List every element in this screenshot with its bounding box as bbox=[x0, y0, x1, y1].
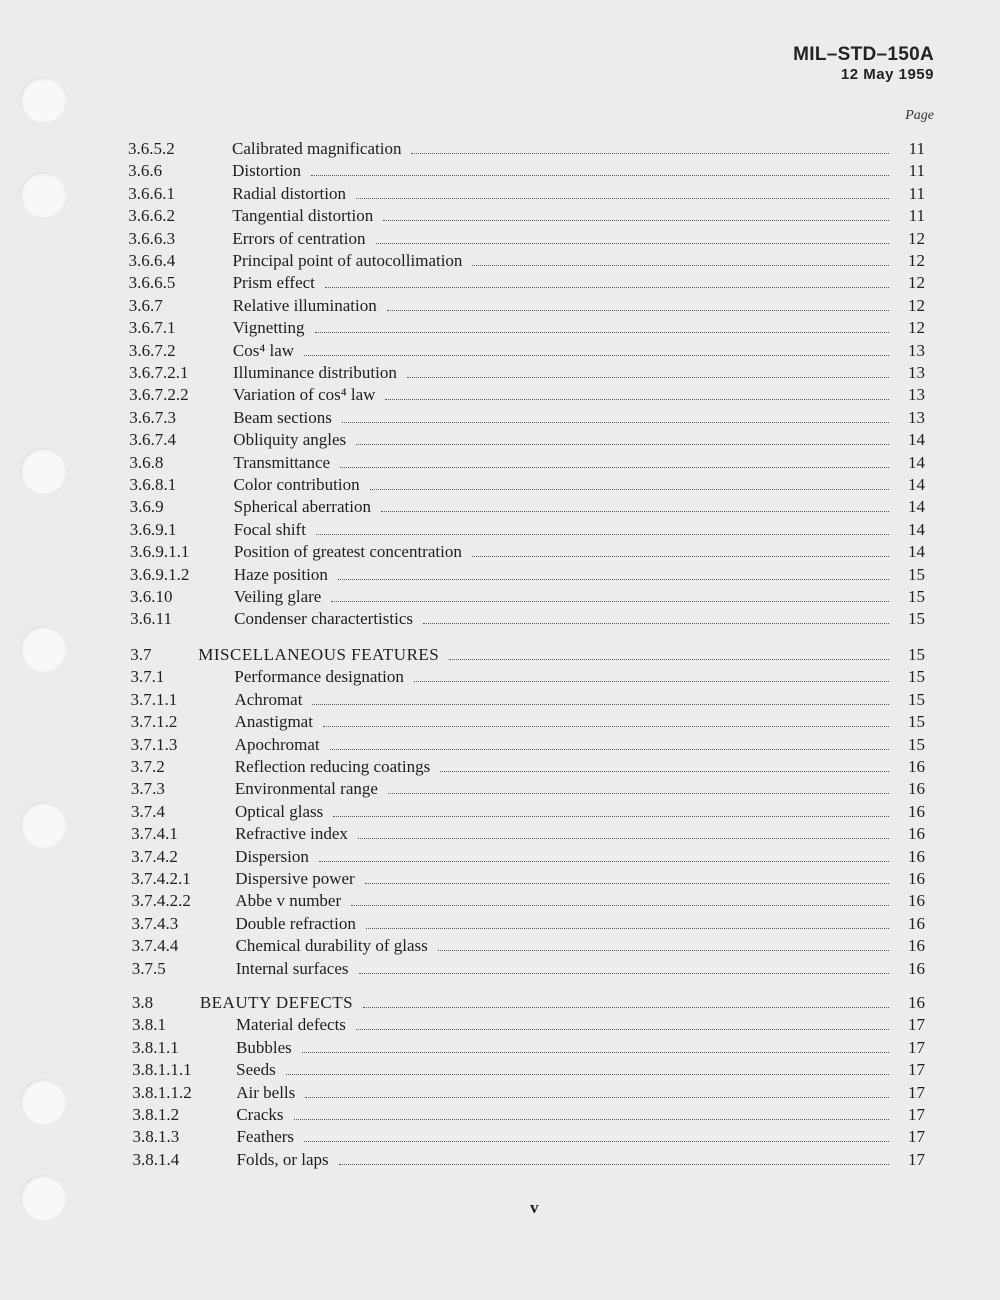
toc-section-number: 3.6.9.1 bbox=[129, 519, 177, 539]
toc-section-number: 3.6.6.4 bbox=[128, 251, 176, 270]
toc-entry bbox=[128, 138, 925, 160]
toc-section-title: Focal shift bbox=[233, 519, 306, 539]
toc-section-title: Illuminance distribution bbox=[233, 363, 397, 382]
toc-section-number: 3.6.7.2 bbox=[128, 340, 176, 360]
toc-page-number: 17 bbox=[907, 1082, 925, 1102]
toc-page-number: 17 bbox=[907, 1037, 925, 1057]
toc-page-number: 17 bbox=[907, 1105, 925, 1124]
dot-leader bbox=[365, 883, 889, 884]
toc-section-number: 3.6.7.2.1 bbox=[129, 363, 189, 382]
toc-section-title: Abbe v number bbox=[235, 891, 342, 911]
dot-leader bbox=[333, 816, 889, 817]
dot-leader bbox=[312, 704, 889, 705]
dot-leader bbox=[388, 793, 889, 794]
toc-page-number: 17 bbox=[907, 1060, 925, 1080]
toc-section-title: Cracks bbox=[236, 1105, 284, 1124]
dot-leader bbox=[385, 399, 889, 400]
toc-entry bbox=[128, 228, 925, 250]
toc-page-number: 12 bbox=[907, 295, 925, 315]
dot-leader bbox=[438, 950, 889, 951]
dot-leader bbox=[316, 534, 889, 535]
toc-section-number: 3.6.6.2 bbox=[128, 206, 176, 226]
dot-leader bbox=[315, 332, 889, 333]
toc-section-number: 3.8.1.1 bbox=[132, 1037, 179, 1057]
toc-entry bbox=[130, 519, 925, 541]
dot-leader bbox=[323, 726, 889, 727]
dot-leader bbox=[330, 749, 889, 750]
toc-entry bbox=[129, 317, 925, 339]
toc-section-number: 3.7.4.2.1 bbox=[131, 869, 191, 888]
toc-page-number: 14 bbox=[907, 519, 925, 539]
toc-section-number: 3.8.1.3 bbox=[132, 1127, 180, 1147]
dot-leader bbox=[356, 198, 889, 199]
toc-entry bbox=[130, 586, 925, 608]
toc-section-title: Folds, or laps bbox=[236, 1149, 329, 1169]
toc-section-title: Spherical aberration bbox=[233, 497, 371, 517]
toc-page-number: 16 bbox=[907, 801, 925, 821]
toc-section-number: 3.6.5.2 bbox=[128, 139, 175, 158]
toc-section-number: 3.7 bbox=[130, 645, 152, 664]
toc-section-number: 3.8.1 bbox=[131, 1015, 166, 1035]
toc-section-number: 3.6.7.2.2 bbox=[129, 385, 189, 405]
toc-entry bbox=[129, 250, 925, 272]
toc-section-number: 3.8.1.1.2 bbox=[132, 1082, 192, 1102]
toc-section-title: Relative illumination bbox=[232, 295, 377, 315]
toc-page-number: 16 bbox=[907, 891, 925, 911]
toc-entry bbox=[131, 846, 925, 868]
toc-section-number: 3.6.7 bbox=[128, 295, 163, 315]
dot-leader bbox=[340, 467, 889, 468]
dot-leader bbox=[342, 422, 889, 423]
toc-section-number: 3.7.4.2 bbox=[131, 846, 178, 866]
toc-entry bbox=[130, 608, 925, 630]
toc-entry bbox=[132, 935, 925, 957]
toc-section-title: Haze position bbox=[233, 564, 328, 584]
toc-section-number: 3.7.4.1 bbox=[131, 824, 178, 844]
toc-section-title: Cos⁴ law bbox=[232, 340, 295, 360]
toc-page-number: 15 bbox=[907, 712, 925, 732]
toc-section-title: Feathers bbox=[236, 1127, 295, 1147]
toc-page-number: 11 bbox=[908, 161, 925, 181]
toc-entry bbox=[131, 734, 925, 756]
toc-section-title: Color contribution bbox=[233, 475, 360, 494]
toc-page-number: 15 bbox=[907, 667, 925, 687]
toc-section-title: Condenser charactertistics bbox=[234, 609, 414, 629]
dot-leader bbox=[370, 489, 889, 490]
toc-entry bbox=[129, 340, 925, 362]
toc-page-number: 16 bbox=[907, 824, 925, 844]
toc-entry bbox=[129, 272, 925, 294]
dot-leader bbox=[383, 220, 889, 221]
dot-leader bbox=[407, 377, 889, 378]
toc-entry bbox=[129, 429, 925, 451]
toc-section-title: Double refraction bbox=[235, 913, 356, 933]
toc-entry bbox=[131, 868, 925, 890]
toc-section-number: 3.7.1.3 bbox=[130, 734, 178, 754]
dot-leader bbox=[339, 1164, 889, 1165]
toc-entry bbox=[131, 890, 925, 912]
toc-page-number: 16 bbox=[907, 779, 925, 799]
toc-section-number: 3.6.7.3 bbox=[129, 407, 176, 427]
toc-section-title: Apochromat bbox=[234, 734, 320, 754]
dot-leader bbox=[358, 838, 889, 839]
toc-entry bbox=[130, 666, 925, 688]
toc-entry bbox=[131, 801, 925, 823]
toc-section-title: Anastigmat bbox=[234, 712, 313, 732]
toc-page-number: 12 bbox=[907, 251, 925, 270]
toc-section-number: 3.6.8 bbox=[129, 452, 164, 472]
toc-section-number: 3.6.6.3 bbox=[128, 228, 176, 248]
toc-entry bbox=[130, 496, 925, 518]
toc-page-number: 12 bbox=[907, 228, 925, 248]
toc-page-number: 14 bbox=[907, 452, 925, 472]
toc-entry bbox=[128, 160, 925, 182]
dot-leader bbox=[411, 153, 889, 154]
toc-section-title: Performance designation bbox=[234, 667, 404, 687]
toc-section-number: 3.6.9.1.2 bbox=[129, 564, 190, 584]
toc-section-number: 3.7.1.2 bbox=[130, 712, 178, 732]
toc-section-number: 3.8 bbox=[131, 993, 154, 1012]
toc-section-number: 3.7.4.3 bbox=[131, 913, 179, 933]
dot-leader bbox=[331, 601, 889, 602]
toc-section-title: Errors of centration bbox=[232, 228, 366, 248]
toc-section-number: 3.6.9 bbox=[129, 497, 164, 517]
dot-leader bbox=[356, 1029, 889, 1030]
toc-page-number: 11 bbox=[908, 206, 925, 226]
toc-page-number: 17 bbox=[907, 1127, 925, 1147]
dot-leader bbox=[304, 1141, 889, 1142]
dot-leader bbox=[325, 287, 889, 288]
toc-page-number: 13 bbox=[907, 385, 925, 405]
toc-entry bbox=[129, 452, 925, 474]
toc-entry bbox=[132, 1014, 925, 1036]
toc-page-number: 15 bbox=[907, 689, 925, 709]
standard-number: MIL–STD–150A bbox=[793, 44, 934, 65]
toc-section-number: 3.7.2 bbox=[130, 757, 165, 776]
toc-section-title: Obliquity angles bbox=[233, 430, 347, 450]
toc-entry bbox=[128, 183, 925, 205]
toc-section-number: 3.7.4.4 bbox=[131, 936, 179, 956]
toc-section-title: Reflection reducing coatings bbox=[234, 757, 431, 776]
toc-section-title: Internal surfaces bbox=[235, 958, 349, 978]
toc-page-number: 13 bbox=[907, 363, 925, 382]
toc-entry bbox=[129, 295, 925, 317]
dot-leader bbox=[304, 355, 889, 356]
toc-entry bbox=[129, 384, 925, 406]
toc-section-title: Refractive index bbox=[235, 824, 348, 844]
page-column-label: Page bbox=[905, 108, 934, 123]
toc-entry bbox=[132, 1082, 925, 1104]
toc-page-number: 15 bbox=[907, 645, 925, 664]
toc-section-title: Air bells bbox=[236, 1082, 296, 1102]
dot-leader bbox=[449, 659, 889, 660]
toc-entry bbox=[131, 711, 925, 733]
toc-section-title: Bubbles bbox=[236, 1037, 292, 1057]
toc-section-number: 3.6.11 bbox=[130, 609, 172, 629]
toc-page-number: 17 bbox=[907, 1015, 925, 1035]
toc-section-number: 3.7.4 bbox=[130, 801, 165, 821]
toc-page-number: 14 bbox=[907, 475, 925, 494]
toc-page-number: 12 bbox=[907, 318, 925, 338]
toc-section-title: Seeds bbox=[236, 1060, 276, 1080]
toc-section-number: 3.6.6 bbox=[128, 161, 163, 181]
dot-leader bbox=[351, 905, 889, 906]
toc-section-title: Achromat bbox=[234, 689, 303, 709]
toc-page-number: 15 bbox=[907, 734, 925, 754]
toc-entry bbox=[132, 992, 925, 1014]
toc-entry bbox=[130, 564, 925, 586]
toc-entry bbox=[132, 958, 925, 980]
dot-leader bbox=[294, 1119, 889, 1120]
dot-leader bbox=[387, 310, 889, 311]
toc-page-number: 16 bbox=[907, 757, 925, 776]
dot-leader bbox=[472, 556, 889, 557]
toc-entry bbox=[133, 1149, 925, 1171]
toc-section-title: Transmittance bbox=[233, 452, 331, 472]
toc-section-title: MISCELLANEOUS FEATURES bbox=[198, 645, 440, 664]
toc-entry bbox=[132, 1037, 925, 1059]
toc-entry bbox=[131, 756, 925, 778]
toc-entry bbox=[131, 823, 925, 845]
toc-section-number: 3.6.7.4 bbox=[129, 430, 177, 450]
toc-section-number: 3.6.7.1 bbox=[128, 318, 176, 338]
toc-section-number: 3.7.1.1 bbox=[130, 689, 178, 709]
toc-entry bbox=[130, 541, 925, 563]
toc-section-number: 3.7.3 bbox=[130, 779, 165, 799]
dot-leader bbox=[302, 1052, 889, 1053]
toc-section-number: 3.7.1 bbox=[130, 667, 165, 687]
toc-section-title: Position of greatest concentration bbox=[233, 542, 462, 562]
dot-leader bbox=[311, 175, 889, 176]
toc-page-number: 14 bbox=[907, 430, 925, 450]
toc-section-number: 3.6.6.5 bbox=[128, 273, 176, 293]
toc-section-number: 3.6.10 bbox=[130, 587, 173, 606]
toc-section-title: Calibrated magnification bbox=[232, 139, 402, 158]
toc-page-number: 16 bbox=[907, 913, 925, 933]
toc-section-number: 3.6.6.1 bbox=[128, 183, 175, 203]
toc-page-number: 11 bbox=[908, 139, 925, 158]
toc-entry bbox=[128, 205, 925, 227]
toc-section-number: 3.8.1.2 bbox=[132, 1105, 180, 1124]
dot-leader bbox=[286, 1074, 889, 1075]
toc-section-number: 3.6.9.1.1 bbox=[129, 542, 190, 562]
dot-leader bbox=[472, 265, 889, 266]
toc-section-title: Environmental range bbox=[234, 779, 378, 799]
toc-section-title: Distortion bbox=[232, 161, 302, 181]
dot-leader bbox=[319, 861, 889, 862]
dot-leader bbox=[423, 623, 889, 624]
toc-page-number: 17 bbox=[907, 1149, 925, 1169]
toc-entry bbox=[132, 1059, 925, 1081]
toc-section-title: Principal point of autocollimation bbox=[232, 251, 463, 270]
toc-page-number: 11 bbox=[908, 183, 925, 203]
page-number-footer: v bbox=[530, 1198, 539, 1217]
toc-section-title: Dispersion bbox=[235, 846, 309, 866]
toc-entry bbox=[129, 362, 925, 384]
toc-entry bbox=[130, 474, 925, 496]
toc-section-title: Dispersive power bbox=[235, 869, 355, 888]
toc-entry bbox=[132, 1126, 925, 1148]
toc-section-title: Veiling glare bbox=[234, 587, 322, 606]
toc-entry bbox=[131, 913, 925, 935]
toc-entry bbox=[130, 689, 925, 711]
toc-entry bbox=[131, 778, 925, 800]
toc-page-number: 16 bbox=[907, 869, 925, 888]
toc-section-title: Material defects bbox=[235, 1015, 346, 1035]
toc-section-title: Beam sections bbox=[233, 407, 332, 427]
toc-page-number: 14 bbox=[907, 542, 925, 562]
toc-section-number: 3.6.8.1 bbox=[129, 475, 177, 494]
toc-section-title: Variation of cos⁴ law bbox=[233, 385, 376, 405]
dot-leader bbox=[359, 973, 889, 974]
toc-section-number: 3.8.1.1.1 bbox=[132, 1060, 192, 1080]
toc-entry bbox=[132, 1104, 925, 1126]
toc-page-number: 13 bbox=[907, 340, 925, 360]
toc-section-title: Vignetting bbox=[232, 318, 305, 338]
toc-section-number: 3.7.5 bbox=[131, 958, 166, 978]
toc-page-number: 16 bbox=[907, 958, 925, 978]
dot-leader bbox=[440, 771, 889, 772]
dot-leader bbox=[305, 1097, 889, 1098]
toc-section-title: Optical glass bbox=[234, 801, 324, 821]
toc-section-title: Chemical durability of glass bbox=[235, 936, 428, 956]
dot-leader bbox=[363, 1007, 889, 1008]
toc-section-number: 3.7.4.2.2 bbox=[131, 891, 191, 911]
toc-page-number: 15 bbox=[907, 587, 925, 606]
toc-section-title: Tangential distortion bbox=[232, 206, 374, 226]
toc-page-number: 14 bbox=[907, 497, 925, 517]
toc-page-number: 13 bbox=[907, 407, 925, 427]
document-date: 12 May 1959 bbox=[840, 66, 934, 83]
toc-page-number: 16 bbox=[907, 936, 925, 956]
toc-entry bbox=[129, 407, 925, 429]
toc-section-title: Prism effect bbox=[232, 273, 315, 293]
toc-section-title: BEAUTY DEFECTS bbox=[199, 993, 354, 1012]
toc-page-number: 15 bbox=[907, 564, 925, 584]
dot-leader bbox=[338, 579, 889, 580]
dot-leader bbox=[381, 511, 889, 512]
toc-page-number: 12 bbox=[907, 273, 925, 293]
toc-section-title: Radial distortion bbox=[232, 183, 346, 203]
dot-leader bbox=[366, 928, 889, 929]
toc-page-number: 15 bbox=[907, 609, 925, 629]
toc-entry bbox=[130, 644, 925, 666]
toc-page-number: 16 bbox=[907, 846, 925, 866]
dot-leader bbox=[376, 243, 889, 244]
toc-section-number: 3.8.1.4 bbox=[132, 1149, 180, 1169]
dot-leader bbox=[356, 444, 889, 445]
dot-leader bbox=[414, 681, 889, 682]
toc-page-number: 16 bbox=[907, 993, 925, 1012]
